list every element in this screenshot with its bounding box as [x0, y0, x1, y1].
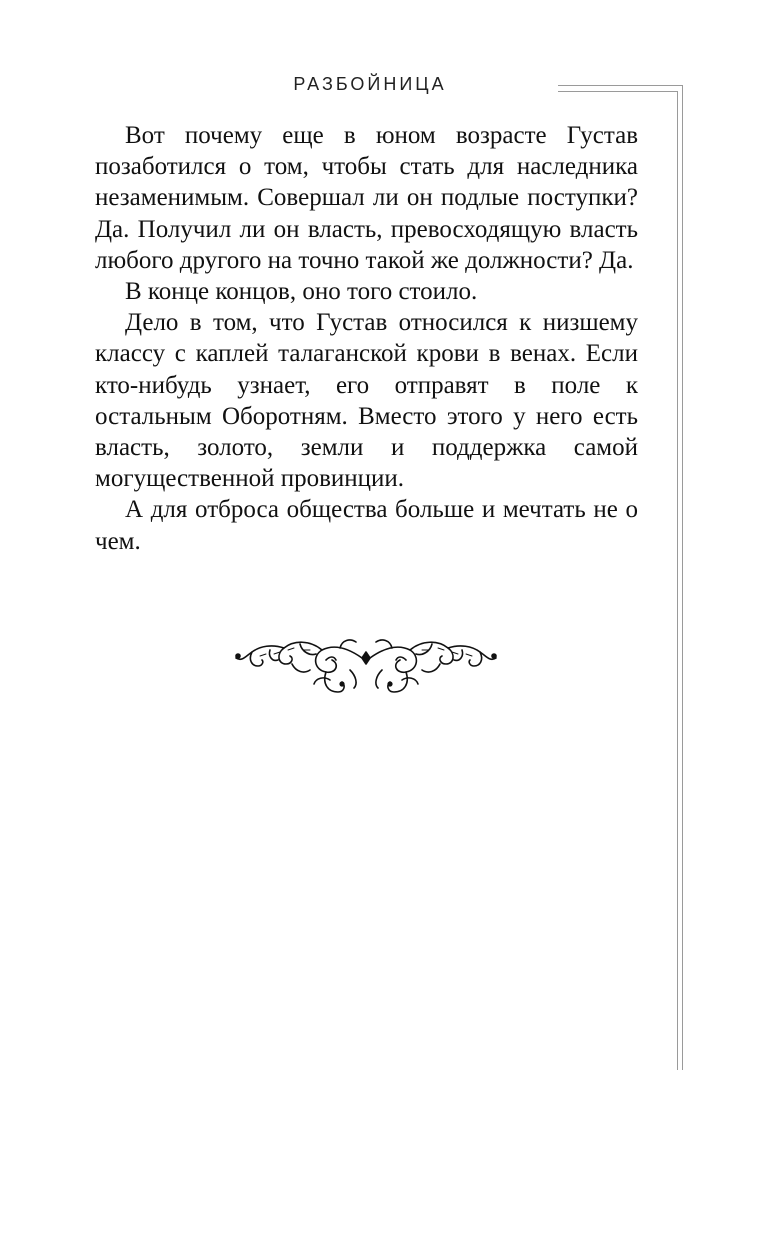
paragraph-2: В конце концов, оно того стоило.	[125, 278, 478, 306]
paragraph-1: Вот почему еще в юном возрасте Густав позаботился о том, чтобы стать для наследника незаменимым. Совершал ли он подлые поступки? Да. Получил ли он власть, превосходящую власть любого другого на точно такой же должности? Да.	[95, 122, 638, 274]
floral-ornament-icon	[230, 630, 502, 698]
frame-line-top-inner	[558, 91, 677, 92]
running-head-title: РАЗБОЙНИЦА	[293, 74, 447, 94]
frame-line-right-inner	[677, 91, 678, 1070]
body-text	[95, 120, 638, 557]
frame-line-right-outer	[682, 85, 683, 1070]
frame-line-top-outer	[558, 85, 682, 86]
paragraph-4: А для отброса общества больше и мечтать не о чем.	[95, 496, 638, 555]
paragraph-3: Дело в том, что Густав относился к низшему классу с каплей талаганской крови в венах. Если кто-нибудь узнает, его отправят в поле к остальным Оборотням. Вместо этого у него есть власть, золото, земли и поддержка самой могущественной провинции.	[95, 309, 638, 493]
